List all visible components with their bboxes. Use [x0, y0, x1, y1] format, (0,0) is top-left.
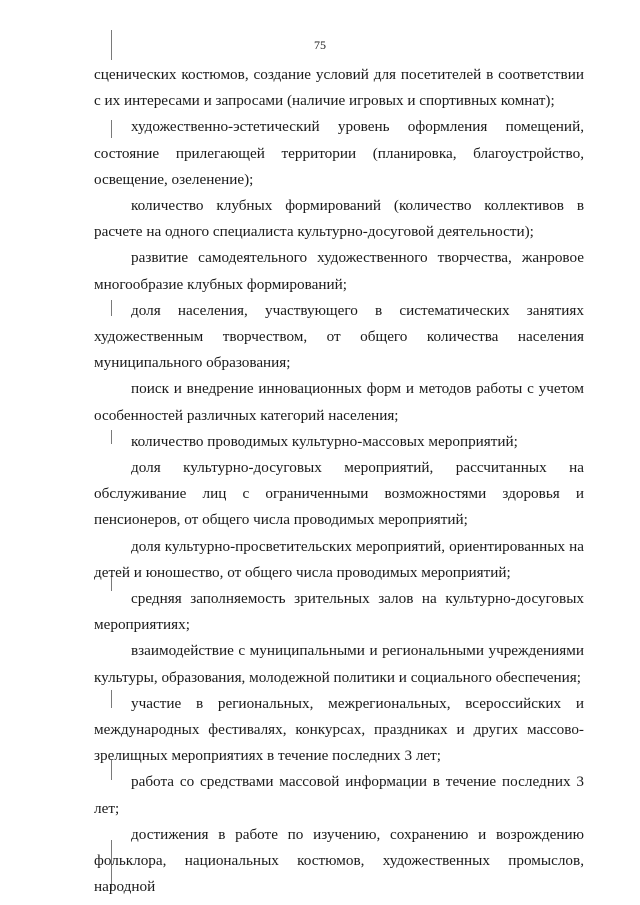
paragraph: художественно-эстетический уровень оформления помещений, состояние прилегающей территории (планировка, благоустройство, освещение, озеленение);: [94, 118, 584, 188]
paragraph: работа со средствами массовой информации в течение последних 3 лет;: [94, 773, 584, 817]
paragraph: взаимодействие с муниципальными и региональными учреждениями культуры, образования, молодежной политики и социального обеспечения;: [94, 642, 584, 686]
paragraph: доля населения, участвующего в систематических занятиях художественным творчеством, от общего количества населения муниципального образования;: [94, 301, 584, 372]
paragraph: участие в региональных, межрегиональных, всероссийских и международных фестивалях, конкурсах, праздниках и других массово-зрелищных мероприятиях в течение последних 3 лет;: [94, 694, 584, 765]
paragraph: поиск и внедрение инновационных форм и методов работы с учетом особенностей различных категорий населения;: [94, 380, 584, 424]
document-body: [94, 62, 584, 901]
paragraph: достижения в работе по изучению, сохранению и возрождению фольклора, национальных костюмов, художественных промыслов, народной: [94, 825, 584, 896]
paragraph: доля культурно-просветительских мероприятий, ориентированных на детей и юношество, от общего числа проводимых мероприятий;: [94, 537, 584, 581]
paragraph: количество клубных формирований (количество коллективов в расчете на одного специалиста культурно-досуговой деятельности);: [94, 197, 584, 241]
paragraph: количество проводимых культурно-массовых мероприятий;: [131, 432, 518, 450]
paragraph: доля культурно-досуговых мероприятий, рассчитанных на обслуживание лиц с ограниченными возможностями здоровья и пенсионеров, от общего числа проводимых мероприятий;: [94, 459, 584, 529]
scan-artifact-line: [111, 30, 112, 60]
paragraph: развитие самодеятельного художественного творчества, жанровое многообразие клубных формирований;: [94, 249, 584, 293]
paragraph: сценических костюмов, создание условий для посетителей в соответствии с их интересами и запросами (наличие игровых и спортивных комнат);: [94, 66, 584, 110]
page-number: 75: [314, 38, 326, 52]
paragraph: средняя заполняемость зрительных залов на культурно-досуговых мероприятиях;: [94, 590, 584, 634]
